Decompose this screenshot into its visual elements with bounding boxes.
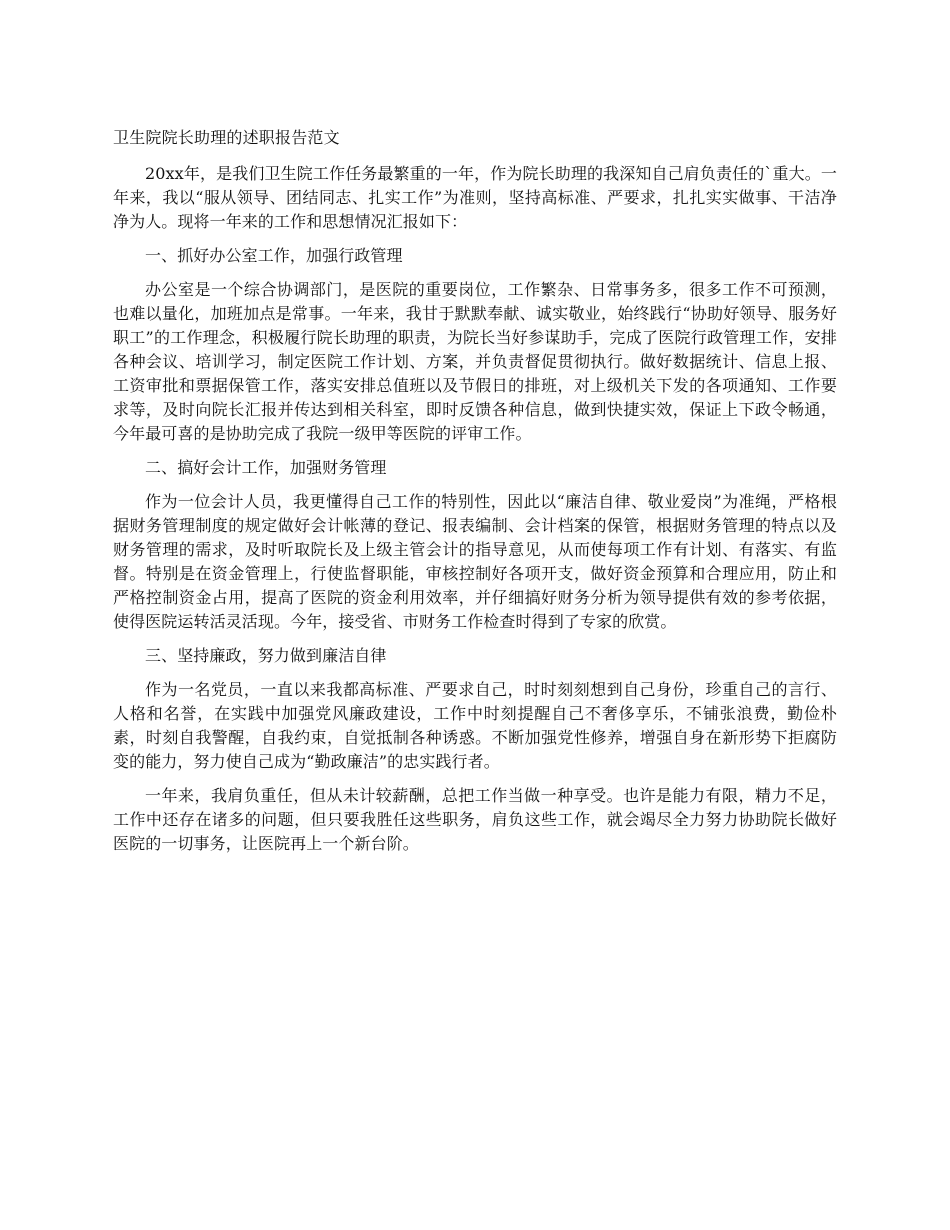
section-heading-1: 一、抓好办公室工作，加强行政管理 [145,246,403,265]
section-body-1: 办公室是一个综合协调部门，是医院的重要岗位，工作繁杂、日常事务多，很多工作不可预测，也难以量化，加班加点是常事。一年来，我甘于默默奉献、诚实敬业，始终践行“协助好领导、服务好职工”的工作理念，积极履行院长助理的职责，为院长当好参谋助手，完成了医院行政管理工作，安排各种会议、培训学习，制定医院工作计划、方案，并负责督促贯彻执行。做好数据统计、信息上报、工资审批和票据保管工作，落实安排总值班以及节假日的排班，对上级机关下发的各项通知、工作要求等，及时向院长汇报并传达到相关科室，即时反馈各种信息，做到快捷实效，保证上下政令畅通，今年最可喜的是协助完成了我院一级甲等医院的评审工作。 [113,280,837,443]
closing-paragraph: 一年来，我肩负重任，但从未计较薪酬，总把工作当做一种享受。也许是能力有限，精力不足，工作中还存在诸多的问题，但只要我胜任这些职务，肩负这些工作，就会竭尽全力努力协助院长做好医院的一切事务，让医院再上一个新台阶。 [113,786,837,853]
intro-paragraph: 20xx年，是我们卫生院工作任务最繁重的一年，作为院长助理的我深知自己肩负责任的`重大。一年来，我以“服从领导、团结同志、扎实工作”为准则，坚持高标准、严要求，扎扎实实做事、干洁净净为人。现将一年来的工作和思想情况汇报如下： [113,164,837,231]
section-heading-3: 三、坚持廉政，努力做到廉洁自律 [145,646,387,665]
document-title: 卫生院院长助理的述职报告范文 [113,128,340,147]
section-body-2: 作为一位会计人员，我更懂得自己工作的特别性，因此以“廉洁自律、敬业爱岗”为准绳，严格根据财务管理制度的规定做好会计帐薄的登记、报表编制、会计档案的保管，根据财务管理的特点以及财务管理的需求，及时听取院长及上级主管会计的指导意见，从而使每项工作有计划、有落实、有监督。特别是在资金管理上，行使监督职能，审核控制好各项开支，做好资金预算和合理应用，防止和严格控制资金占用，提高了医院的资金利用效率，并仔细搞好财务分析为领导提供有效的参考依据，使得医院运转活灵活现。今年，接受省、市财务工作检查时得到了专家的欣赏。 [113,492,837,631]
document-page [113,126,837,866]
section-heading-2: 二、搞好会计工作，加强财务管理 [145,458,387,477]
section-body-3: 作为一名党员，一直以来我都高标准、严要求自己，时时刻刻想到自己身份，珍重自己的言行、人格和名誉，在实践中加强党风廉政建设，工作中时刻提醒自己不奢侈享乐，不铺张浪费，勤俭朴素，时刻自我警醒，自我约束，自觉抵制各种诱惑。不断加强党性修养，增强自身在新形势下拒腐防变的能力，努力使自己成为“勤政廉洁”的忠实践行者。 [113,680,837,771]
